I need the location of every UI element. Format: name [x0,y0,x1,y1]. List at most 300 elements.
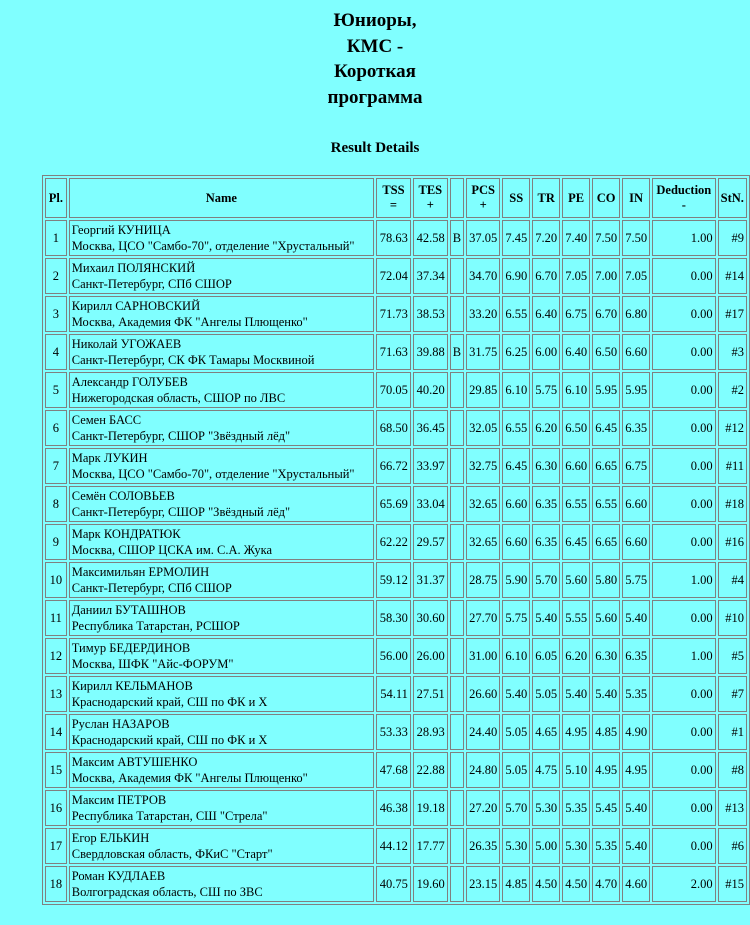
co-cell: 7.50 [592,220,620,256]
bonus-cell: B [450,220,464,256]
tes-cell: 33.04 [413,486,448,522]
deduction-cell: 0.00 [652,258,716,294]
ss-cell: 4.85 [502,866,530,902]
tss-cell: 71.63 [376,334,411,370]
pcs-cell: 24.80 [466,752,500,788]
name-cell [69,258,374,294]
table-row [45,638,747,674]
skater-club: Свердловская область, ФКиС "Старт" [71,847,273,861]
tss-cell: 44.12 [376,828,411,864]
results-table [42,175,750,905]
skater-club: Республика Татарстан, СШ "Стрела" [71,809,268,823]
start-number-cell: #10 [718,600,747,636]
place-cell: 18 [45,866,67,902]
tss-cell: 72.04 [376,258,411,294]
skater-name: Максим АВТУШЕНКО [71,755,198,769]
skater-club: Санкт-Петербург, СПб СШОР [71,581,232,595]
deduction-cell: 0.00 [652,524,716,560]
table-row [45,448,747,484]
pcs-cell: 27.70 [466,600,500,636]
start-number-cell: #8 [718,752,747,788]
skater-name: Александр ГОЛУБЕВ [71,375,188,389]
skater-name: Николай УГОЖАЕВ [71,337,182,351]
bonus-cell [450,600,464,636]
pe-cell: 6.50 [562,410,590,446]
skater-club: Краснодарский край, СШ по ФК и Х [71,733,268,747]
header-co: CO [592,178,620,218]
title-line: Юниоры, [333,10,417,31]
pe-cell: 5.35 [562,790,590,826]
deduction-cell: 0.00 [652,600,716,636]
table-row [45,410,747,446]
page-title [0,8,750,110]
pe-cell: 5.60 [562,562,590,598]
start-number-cell: #13 [718,790,747,826]
co-cell: 4.70 [592,866,620,902]
tr-cell: 4.65 [532,714,560,750]
tes-cell: 40.20 [413,372,448,408]
skater-name: Кирилл КЕЛЬМАНОВ [71,679,193,693]
name-cell [69,828,374,864]
skater-name: Роман КУДЛАЕВ [71,869,166,883]
tr-cell: 5.30 [532,790,560,826]
co-cell: 6.65 [592,448,620,484]
skater-club: Республика Татарстан, РСШОР [71,619,240,633]
pcs-cell: 32.75 [466,448,500,484]
co-cell: 6.70 [592,296,620,332]
pe-cell: 6.60 [562,448,590,484]
tss-cell: 62.22 [376,524,411,560]
pe-cell: 6.75 [562,296,590,332]
tss-cell: 71.73 [376,296,411,332]
co-cell: 4.95 [592,752,620,788]
start-number-cell: #5 [718,638,747,674]
table-row [45,486,747,522]
title-line: Короткая [334,61,416,82]
tss-cell: 68.50 [376,410,411,446]
deduction-cell: 0.00 [652,752,716,788]
table-row [45,524,747,560]
name-cell [69,714,374,750]
tr-cell: 6.00 [532,334,560,370]
bonus-cell [450,448,464,484]
start-number-cell: #17 [718,296,747,332]
bonus-cell [450,676,464,712]
table-row [45,866,747,902]
start-number-cell: #14 [718,258,747,294]
pcs-cell: 28.75 [466,562,500,598]
co-cell: 6.55 [592,486,620,522]
skater-club: Москва, ШФК "Айс-ФОРУМ" [71,657,234,671]
co-cell: 6.50 [592,334,620,370]
ss-cell: 6.10 [502,372,530,408]
ss-cell: 6.55 [502,296,530,332]
pe-cell: 4.50 [562,866,590,902]
tr-cell: 5.40 [532,600,560,636]
start-number-cell: #9 [718,220,747,256]
in-cell: 7.50 [622,220,650,256]
skater-name: Тимур БЕДЕРДИНОВ [71,641,191,655]
skater-club: Нижегородская область, СШОР по ЛВС [71,391,286,405]
pe-cell: 6.10 [562,372,590,408]
place-cell: 10 [45,562,67,598]
tr-cell: 6.70 [532,258,560,294]
skater-name: Георгий КУНИЦА [71,223,171,237]
header-tss: TSS = [376,178,411,218]
deduction-cell: 0.00 [652,448,716,484]
in-cell: 6.60 [622,334,650,370]
tr-cell: 4.75 [532,752,560,788]
start-number-cell: #12 [718,410,747,446]
in-cell: 4.90 [622,714,650,750]
pcs-cell: 32.05 [466,410,500,446]
skater-club: Москва, ЦСО "Самбо-70", отделение "Хрустальный" [71,239,355,253]
tr-cell: 5.00 [532,828,560,864]
skater-name: Марк ЛУКИН [71,451,148,465]
in-cell: 6.35 [622,410,650,446]
header-bonus [450,178,464,218]
header-tr: TR [532,178,560,218]
ss-cell: 6.10 [502,638,530,674]
deduction-cell: 0.00 [652,714,716,750]
tes-cell: 37.34 [413,258,448,294]
place-cell: 13 [45,676,67,712]
table-row [45,752,747,788]
pe-cell: 5.30 [562,828,590,864]
ss-cell: 5.40 [502,676,530,712]
deduction-cell: 0.00 [652,372,716,408]
header-row [45,178,747,218]
in-cell: 4.95 [622,752,650,788]
deduction-cell: 0.00 [652,410,716,446]
pcs-cell: 24.40 [466,714,500,750]
bonus-cell [450,372,464,408]
tes-cell: 30.60 [413,600,448,636]
tr-cell: 4.50 [532,866,560,902]
place-cell: 11 [45,600,67,636]
in-cell: 5.40 [622,600,650,636]
tr-cell: 7.20 [532,220,560,256]
in-cell: 4.60 [622,866,650,902]
skater-name: Кирилл САРНОВСКИЙ [71,299,201,313]
tss-cell: 70.05 [376,372,411,408]
pe-cell: 5.40 [562,676,590,712]
pcs-cell: 33.20 [466,296,500,332]
ss-cell: 5.05 [502,752,530,788]
table-row [45,220,747,256]
tss-cell: 65.69 [376,486,411,522]
deduction-cell: 1.00 [652,562,716,598]
pe-cell: 5.55 [562,600,590,636]
start-number-cell: #4 [718,562,747,598]
skater-club: Краснодарский край, СШ по ФК и Х [71,695,268,709]
place-cell: 4 [45,334,67,370]
start-number-cell: #15 [718,866,747,902]
pcs-cell: 37.05 [466,220,500,256]
tss-cell: 78.63 [376,220,411,256]
pcs-cell: 23.15 [466,866,500,902]
place-cell: 14 [45,714,67,750]
tes-cell: 19.60 [413,866,448,902]
co-cell: 5.45 [592,790,620,826]
co-cell: 4.85 [592,714,620,750]
tr-cell: 6.30 [532,448,560,484]
bonus-cell [450,866,464,902]
co-cell: 6.65 [592,524,620,560]
start-number-cell: #11 [718,448,747,484]
bonus-cell [450,296,464,332]
pe-cell: 6.45 [562,524,590,560]
pcs-cell: 29.85 [466,372,500,408]
tr-cell: 6.20 [532,410,560,446]
co-cell: 6.45 [592,410,620,446]
place-cell: 9 [45,524,67,560]
tr-cell: 6.05 [532,638,560,674]
tss-cell: 46.38 [376,790,411,826]
bonus-cell [450,790,464,826]
start-number-cell: #6 [718,828,747,864]
name-cell [69,448,374,484]
bonus-cell [450,486,464,522]
tss-cell: 47.68 [376,752,411,788]
name-cell [69,486,374,522]
place-cell: 12 [45,638,67,674]
skater-name: Марк КОНДРАТЮК [71,527,181,541]
pe-cell: 4.95 [562,714,590,750]
place-cell: 1 [45,220,67,256]
tr-cell: 6.35 [532,524,560,560]
table-row [45,828,747,864]
pe-cell: 6.55 [562,486,590,522]
in-cell: 6.60 [622,486,650,522]
in-cell: 5.40 [622,790,650,826]
skater-club: Москва, СШОР ЦСКА им. С.А. Жука [71,543,273,557]
bonus-cell [450,562,464,598]
skater-name: Семен БАСС [71,413,142,427]
pcs-cell: 26.60 [466,676,500,712]
name-cell [69,790,374,826]
table-row [45,258,747,294]
name-cell [69,296,374,332]
tss-cell: 58.30 [376,600,411,636]
skater-name: Егор ЕЛЬКИН [71,831,150,845]
tes-cell: 39.88 [413,334,448,370]
header-start-number: StN. [718,178,747,218]
header-pe: PE [562,178,590,218]
result-details-heading: Result Details [330,140,420,156]
name-cell [69,752,374,788]
in-cell: 5.40 [622,828,650,864]
in-cell: 5.35 [622,676,650,712]
tr-cell: 6.40 [532,296,560,332]
tes-cell: 38.53 [413,296,448,332]
title-line: программа [327,86,423,108]
bonus-cell [450,258,464,294]
tr-cell: 5.05 [532,676,560,712]
start-number-cell: #7 [718,676,747,712]
pcs-cell: 32.65 [466,486,500,522]
pe-cell: 5.10 [562,752,590,788]
table-row [45,714,747,750]
in-cell: 6.80 [622,296,650,332]
tes-cell: 36.45 [413,410,448,446]
ss-cell: 5.05 [502,714,530,750]
tes-cell: 42.58 [413,220,448,256]
tr-cell: 5.70 [532,562,560,598]
co-cell: 5.80 [592,562,620,598]
start-number-cell: #18 [718,486,747,522]
tss-cell: 56.00 [376,638,411,674]
place-cell: 3 [45,296,67,332]
tes-cell: 26.00 [413,638,448,674]
skater-club: Санкт-Петербург, СК ФК Тамары Москвиной [71,353,315,367]
skater-club: Москва, Академия ФК "Ангелы Плющенко" [71,315,308,329]
name-cell [69,562,374,598]
deduction-cell: 0.00 [652,486,716,522]
skater-name: Михаил ПОЛЯНСКИЙ [71,261,196,275]
skater-club: Санкт-Петербург, СШОР "Звёздный лёд" [71,505,291,519]
name-cell [69,524,374,560]
ss-cell: 6.60 [502,486,530,522]
table-row [45,600,747,636]
co-cell: 6.30 [592,638,620,674]
skater-club: Москва, ЦСО "Самбо-70", отделение "Хрустальный" [71,467,355,481]
place-cell: 15 [45,752,67,788]
skater-name: Максим ПЕТРОВ [71,793,167,807]
ss-cell: 6.90 [502,258,530,294]
in-cell: 5.95 [622,372,650,408]
place-cell: 2 [45,258,67,294]
tss-cell: 40.75 [376,866,411,902]
tes-cell: 17.77 [413,828,448,864]
deduction-cell: 0.00 [652,790,716,826]
bonus-cell [450,714,464,750]
pe-cell: 6.40 [562,334,590,370]
pe-cell: 7.05 [562,258,590,294]
skater-club: Санкт-Петербург, СПб СШОР [71,277,232,291]
ss-cell: 6.60 [502,524,530,560]
co-cell: 5.35 [592,828,620,864]
co-cell: 5.40 [592,676,620,712]
name-cell [69,372,374,408]
deduction-cell: 1.00 [652,638,716,674]
skater-club: Волгоградская область, СШ по ЗВС [71,885,263,899]
pcs-cell: 26.35 [466,828,500,864]
tes-cell: 28.93 [413,714,448,750]
tss-cell: 59.12 [376,562,411,598]
deduction-cell: 0.00 [652,334,716,370]
name-cell [69,334,374,370]
tss-cell: 54.11 [376,676,411,712]
name-cell [69,638,374,674]
ss-cell: 5.75 [502,600,530,636]
co-cell: 5.95 [592,372,620,408]
start-number-cell: #3 [718,334,747,370]
tr-cell: 5.75 [532,372,560,408]
deduction-cell: 0.00 [652,828,716,864]
tes-cell: 33.97 [413,448,448,484]
ss-cell: 6.55 [502,410,530,446]
name-cell [69,410,374,446]
name-cell [69,600,374,636]
ss-cell: 5.90 [502,562,530,598]
table-row [45,296,747,332]
name-cell [69,676,374,712]
header-ss: SS [502,178,530,218]
place-cell: 8 [45,486,67,522]
deduction-cell: 0.00 [652,296,716,332]
bonus-cell [450,828,464,864]
pcs-cell: 32.65 [466,524,500,560]
bonus-cell: B [450,334,464,370]
skater-name: Даниил БУТАШНОВ [71,603,186,617]
bonus-cell [450,638,464,674]
place-cell: 6 [45,410,67,446]
tes-cell: 31.37 [413,562,448,598]
tes-cell: 22.88 [413,752,448,788]
skater-name: Максимильян ЕРМОЛИН [71,565,210,579]
tes-cell: 19.18 [413,790,448,826]
name-cell [69,866,374,902]
in-cell: 6.60 [622,524,650,560]
in-cell: 7.05 [622,258,650,294]
pcs-cell: 31.75 [466,334,500,370]
skater-club: Санкт-Петербург, СШОР "Звёздный лёд" [71,429,291,443]
place-cell: 16 [45,790,67,826]
pcs-cell: 31.00 [466,638,500,674]
ss-cell: 6.25 [502,334,530,370]
pe-cell: 7.40 [562,220,590,256]
co-cell: 7.00 [592,258,620,294]
tes-cell: 27.51 [413,676,448,712]
tr-cell: 6.35 [532,486,560,522]
tss-cell: 53.33 [376,714,411,750]
skater-name: Руслан НАЗАРОВ [71,717,170,731]
start-number-cell: #2 [718,372,747,408]
table-row [45,676,747,712]
header-name: Name [69,178,374,218]
table-row [45,372,747,408]
tes-cell: 29.57 [413,524,448,560]
in-cell: 6.35 [622,638,650,674]
bonus-cell [450,410,464,446]
table-row [45,790,747,826]
ss-cell: 6.45 [502,448,530,484]
header-tes: TES + [413,178,448,218]
header-place: Pl. [45,178,67,218]
start-number-cell: #16 [718,524,747,560]
bonus-cell [450,752,464,788]
pe-cell: 6.20 [562,638,590,674]
table-row [45,334,747,370]
bonus-cell [450,524,464,560]
place-cell: 5 [45,372,67,408]
deduction-cell: 0.00 [652,676,716,712]
start-number-cell: #1 [718,714,747,750]
deduction-cell: 1.00 [652,220,716,256]
name-cell [69,220,374,256]
ss-cell: 5.70 [502,790,530,826]
tss-cell: 66.72 [376,448,411,484]
place-cell: 17 [45,828,67,864]
ss-cell: 5.30 [502,828,530,864]
title-line: КМС - [346,35,404,57]
place-cell: 7 [45,448,67,484]
header-pcs: PCS + [466,178,500,218]
co-cell: 5.60 [592,600,620,636]
header-deduction: Deduction - [652,178,716,218]
header-in: IN [622,178,650,218]
